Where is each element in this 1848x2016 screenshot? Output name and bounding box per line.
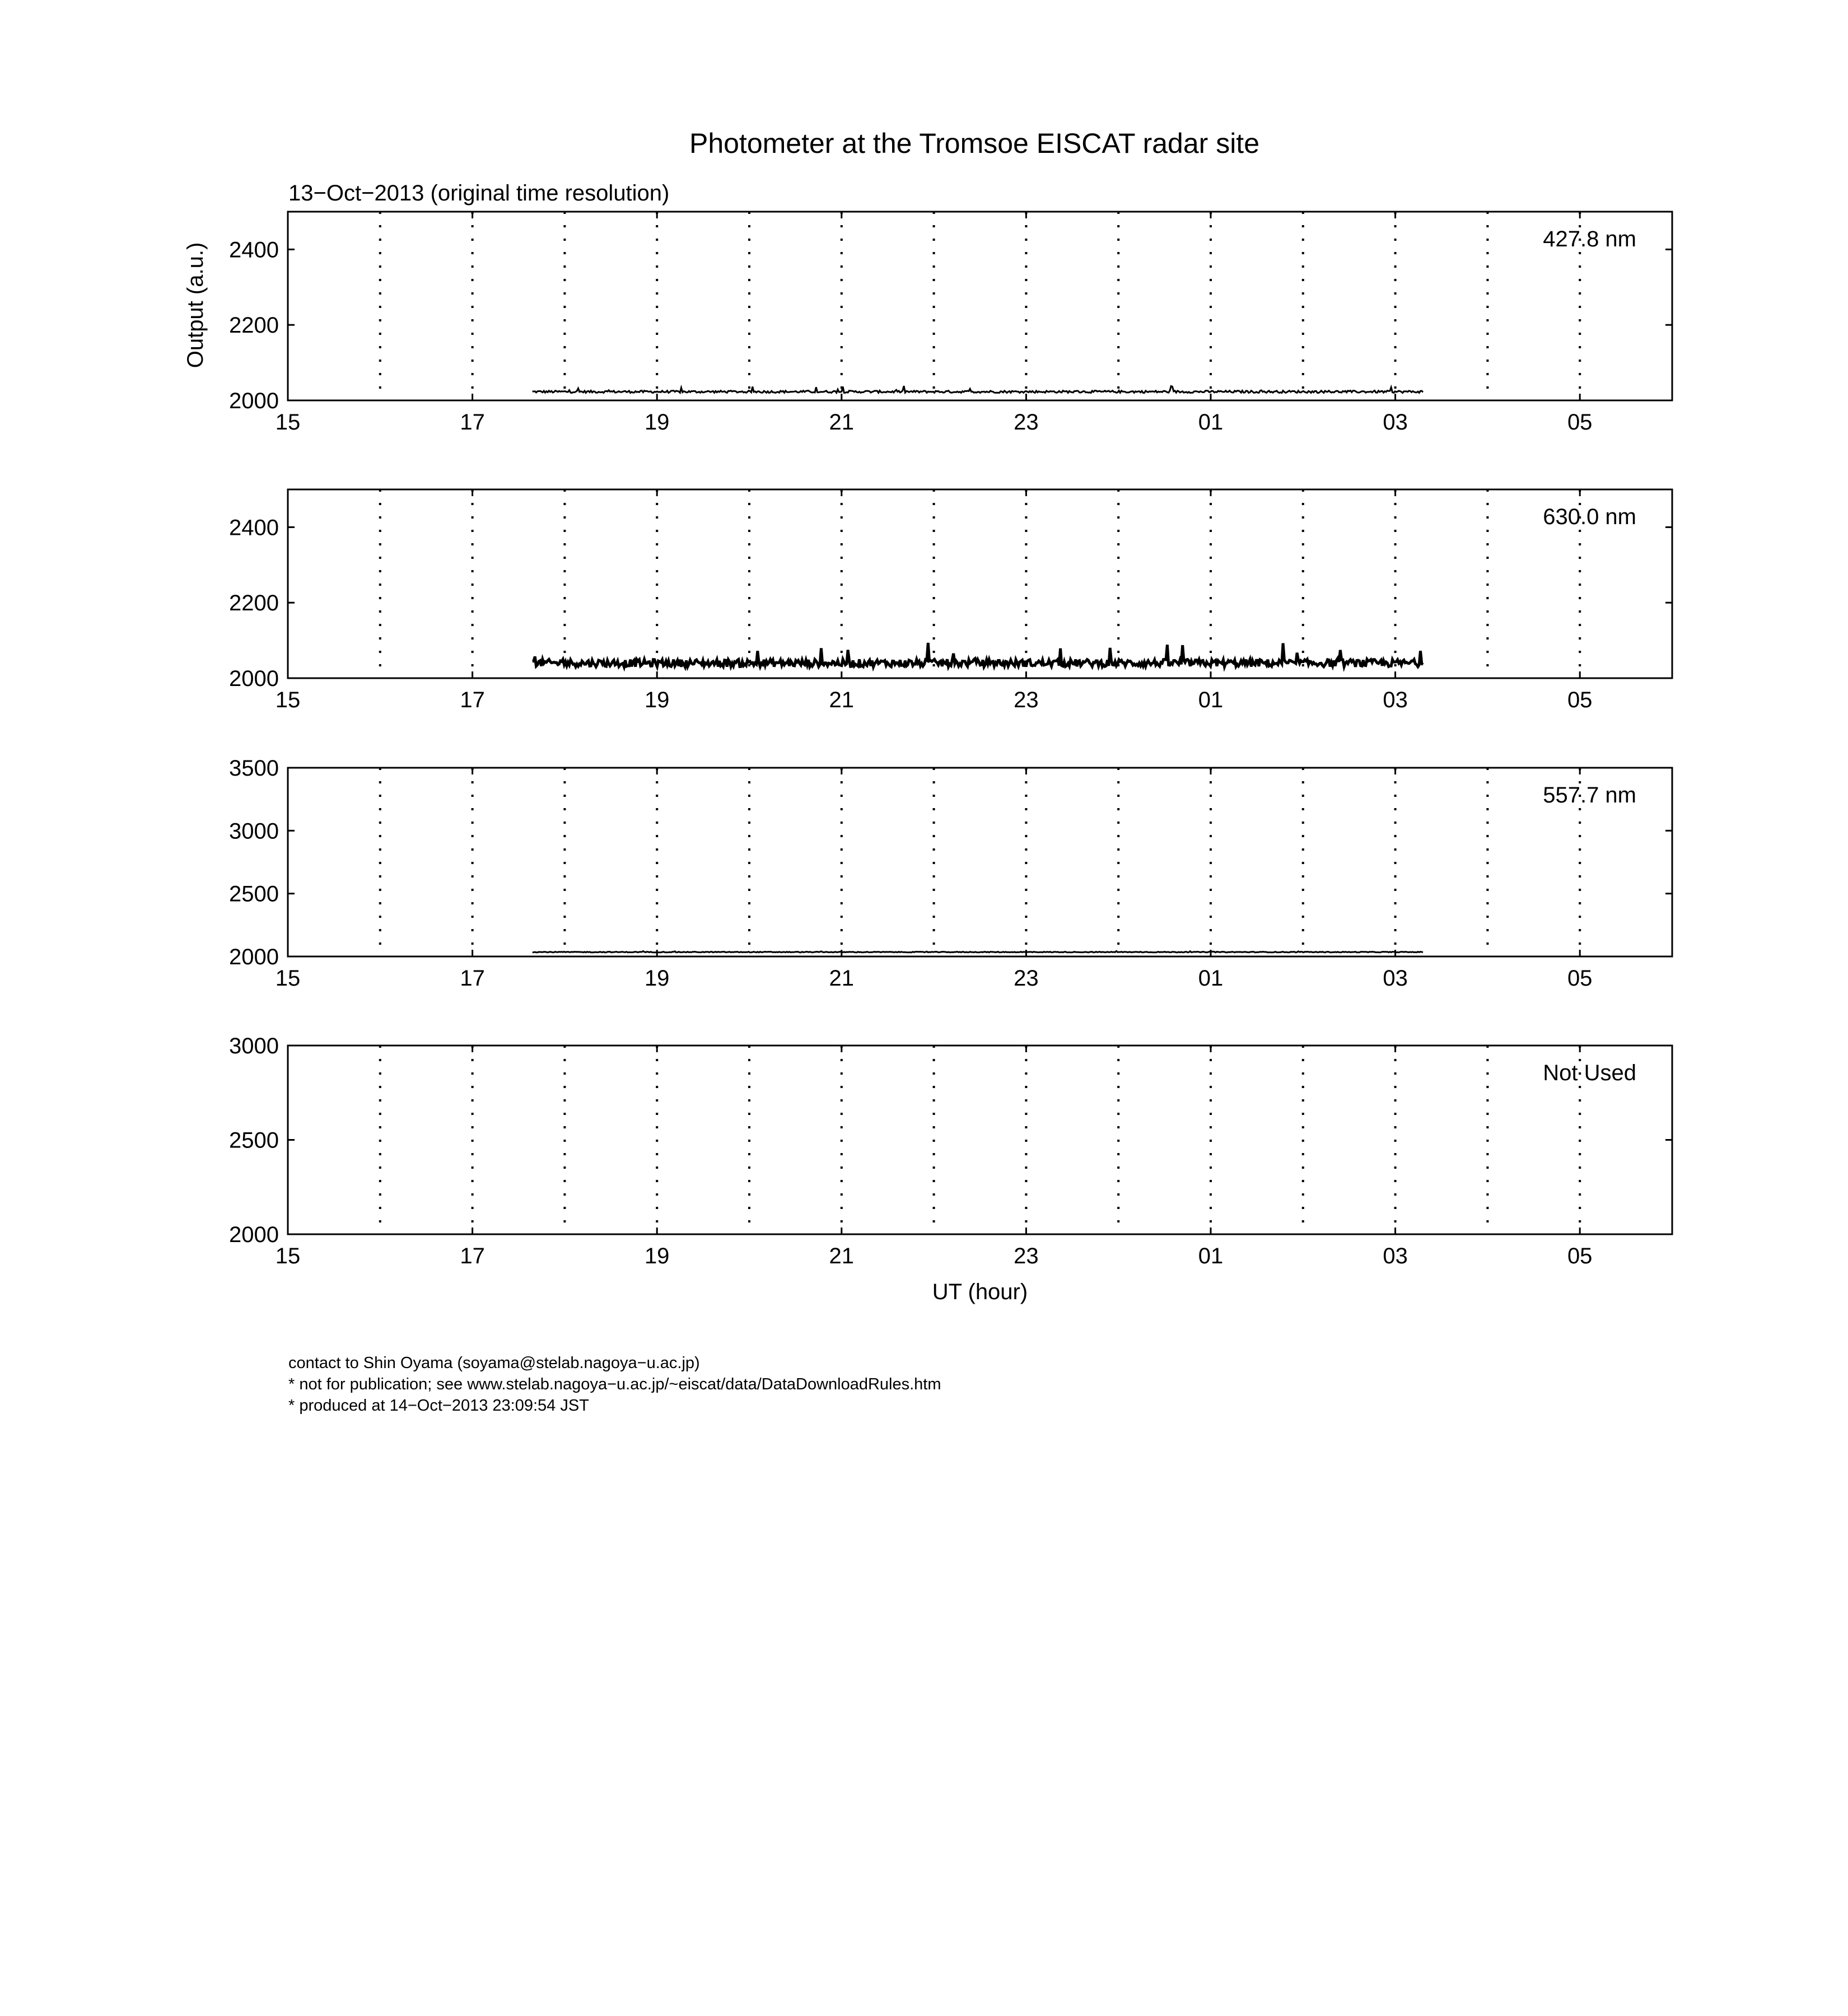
x-tick-label: 03 — [1383, 1244, 1408, 1268]
figure-subtitle: 13−Oct−2013 (original time resolution) — [288, 181, 670, 206]
x-tick-label: 01 — [1198, 410, 1224, 435]
x-tick-label: 17 — [460, 1244, 485, 1268]
x-axis-label: UT (hour) — [932, 1280, 1028, 1304]
x-tick-label: 17 — [460, 410, 485, 435]
x-tick-label: 03 — [1383, 688, 1408, 712]
x-tick-label: 21 — [829, 410, 855, 435]
x-tick-label: 17 — [460, 966, 485, 991]
x-tick-label: 23 — [1014, 410, 1039, 435]
x-tick-label: 05 — [1567, 410, 1593, 435]
footer-produced-time: * produced at 14−Oct−2013 23:09:54 JST — [288, 1397, 589, 1415]
y-tick-label: 2000 — [229, 945, 279, 969]
panel-0 — [229, 212, 1672, 435]
y-tick-label: 3500 — [229, 756, 279, 781]
x-tick-label: 19 — [644, 410, 670, 435]
panel-2 — [229, 756, 1672, 991]
panel-label: 427.8 nm — [1543, 227, 1636, 251]
y-tick-label: 3000 — [229, 819, 279, 844]
figure-title: Photometer at the Tromsoe EISCAT radar site — [689, 128, 1260, 159]
panel-label: 630.0 nm — [1543, 505, 1636, 529]
x-tick-label: 03 — [1383, 410, 1408, 435]
y-axis-label: Output (a.u.) — [183, 242, 208, 368]
plot-frame — [288, 212, 1672, 400]
x-tick-label: 05 — [1567, 688, 1593, 712]
x-tick-label: 15 — [275, 1244, 301, 1268]
panel-label: 557.7 nm — [1543, 783, 1636, 808]
y-tick-label: 3000 — [229, 1034, 279, 1058]
panel-3 — [229, 1034, 1672, 1268]
series-line-427-8-nm — [533, 386, 1423, 393]
y-tick-label: 2500 — [229, 881, 279, 907]
y-tick-label: 2200 — [229, 313, 279, 338]
footer-contact: contact to Shin Oyama (soyama@stelab.nagoya−u.ac.jp) — [288, 1354, 700, 1372]
y-tick-label: 2000 — [229, 666, 279, 691]
y-tick-label: 2000 — [229, 1222, 279, 1247]
y-tick-label: 2200 — [229, 591, 279, 616]
x-tick-label: 01 — [1198, 688, 1224, 712]
panel-label: Not Used — [1543, 1061, 1636, 1085]
x-tick-label: 15 — [275, 688, 301, 712]
x-tick-label: 21 — [829, 966, 855, 991]
series-line-630-0-nm — [533, 643, 1423, 667]
x-tick-label: 05 — [1567, 1244, 1593, 1268]
x-tick-label: 05 — [1567, 966, 1593, 991]
plot-frame — [288, 489, 1672, 678]
series-line-557-7-nm — [533, 951, 1423, 952]
y-tick-label: 2400 — [229, 237, 279, 263]
x-tick-label: 17 — [460, 688, 485, 712]
x-tick-label: 19 — [644, 966, 670, 991]
x-tick-label: 03 — [1383, 966, 1408, 991]
x-tick-label: 15 — [275, 966, 301, 991]
footer-publication-note: * not for publication; see www.stelab.nagoya−u.ac.jp/~eiscat/data/DataDownloadRules.htm — [288, 1375, 941, 1393]
x-tick-label: 21 — [829, 688, 855, 712]
x-tick-label: 23 — [1014, 966, 1039, 991]
x-tick-label: 15 — [275, 410, 301, 435]
panel-1 — [229, 489, 1672, 712]
x-tick-label: 01 — [1198, 1244, 1224, 1268]
x-tick-label: 21 — [829, 1244, 855, 1268]
plot-frame — [288, 1046, 1672, 1234]
y-tick-label: 2400 — [229, 515, 279, 540]
x-tick-label: 19 — [644, 688, 670, 712]
y-tick-label: 2000 — [229, 389, 279, 413]
x-tick-label: 19 — [644, 1244, 670, 1268]
plot-frame — [288, 768, 1672, 956]
x-tick-label: 01 — [1198, 966, 1224, 991]
y-tick-label: 2500 — [229, 1128, 279, 1153]
chart-panels — [229, 212, 1672, 1268]
x-tick-label: 23 — [1014, 1244, 1039, 1268]
x-tick-label: 23 — [1014, 688, 1039, 712]
